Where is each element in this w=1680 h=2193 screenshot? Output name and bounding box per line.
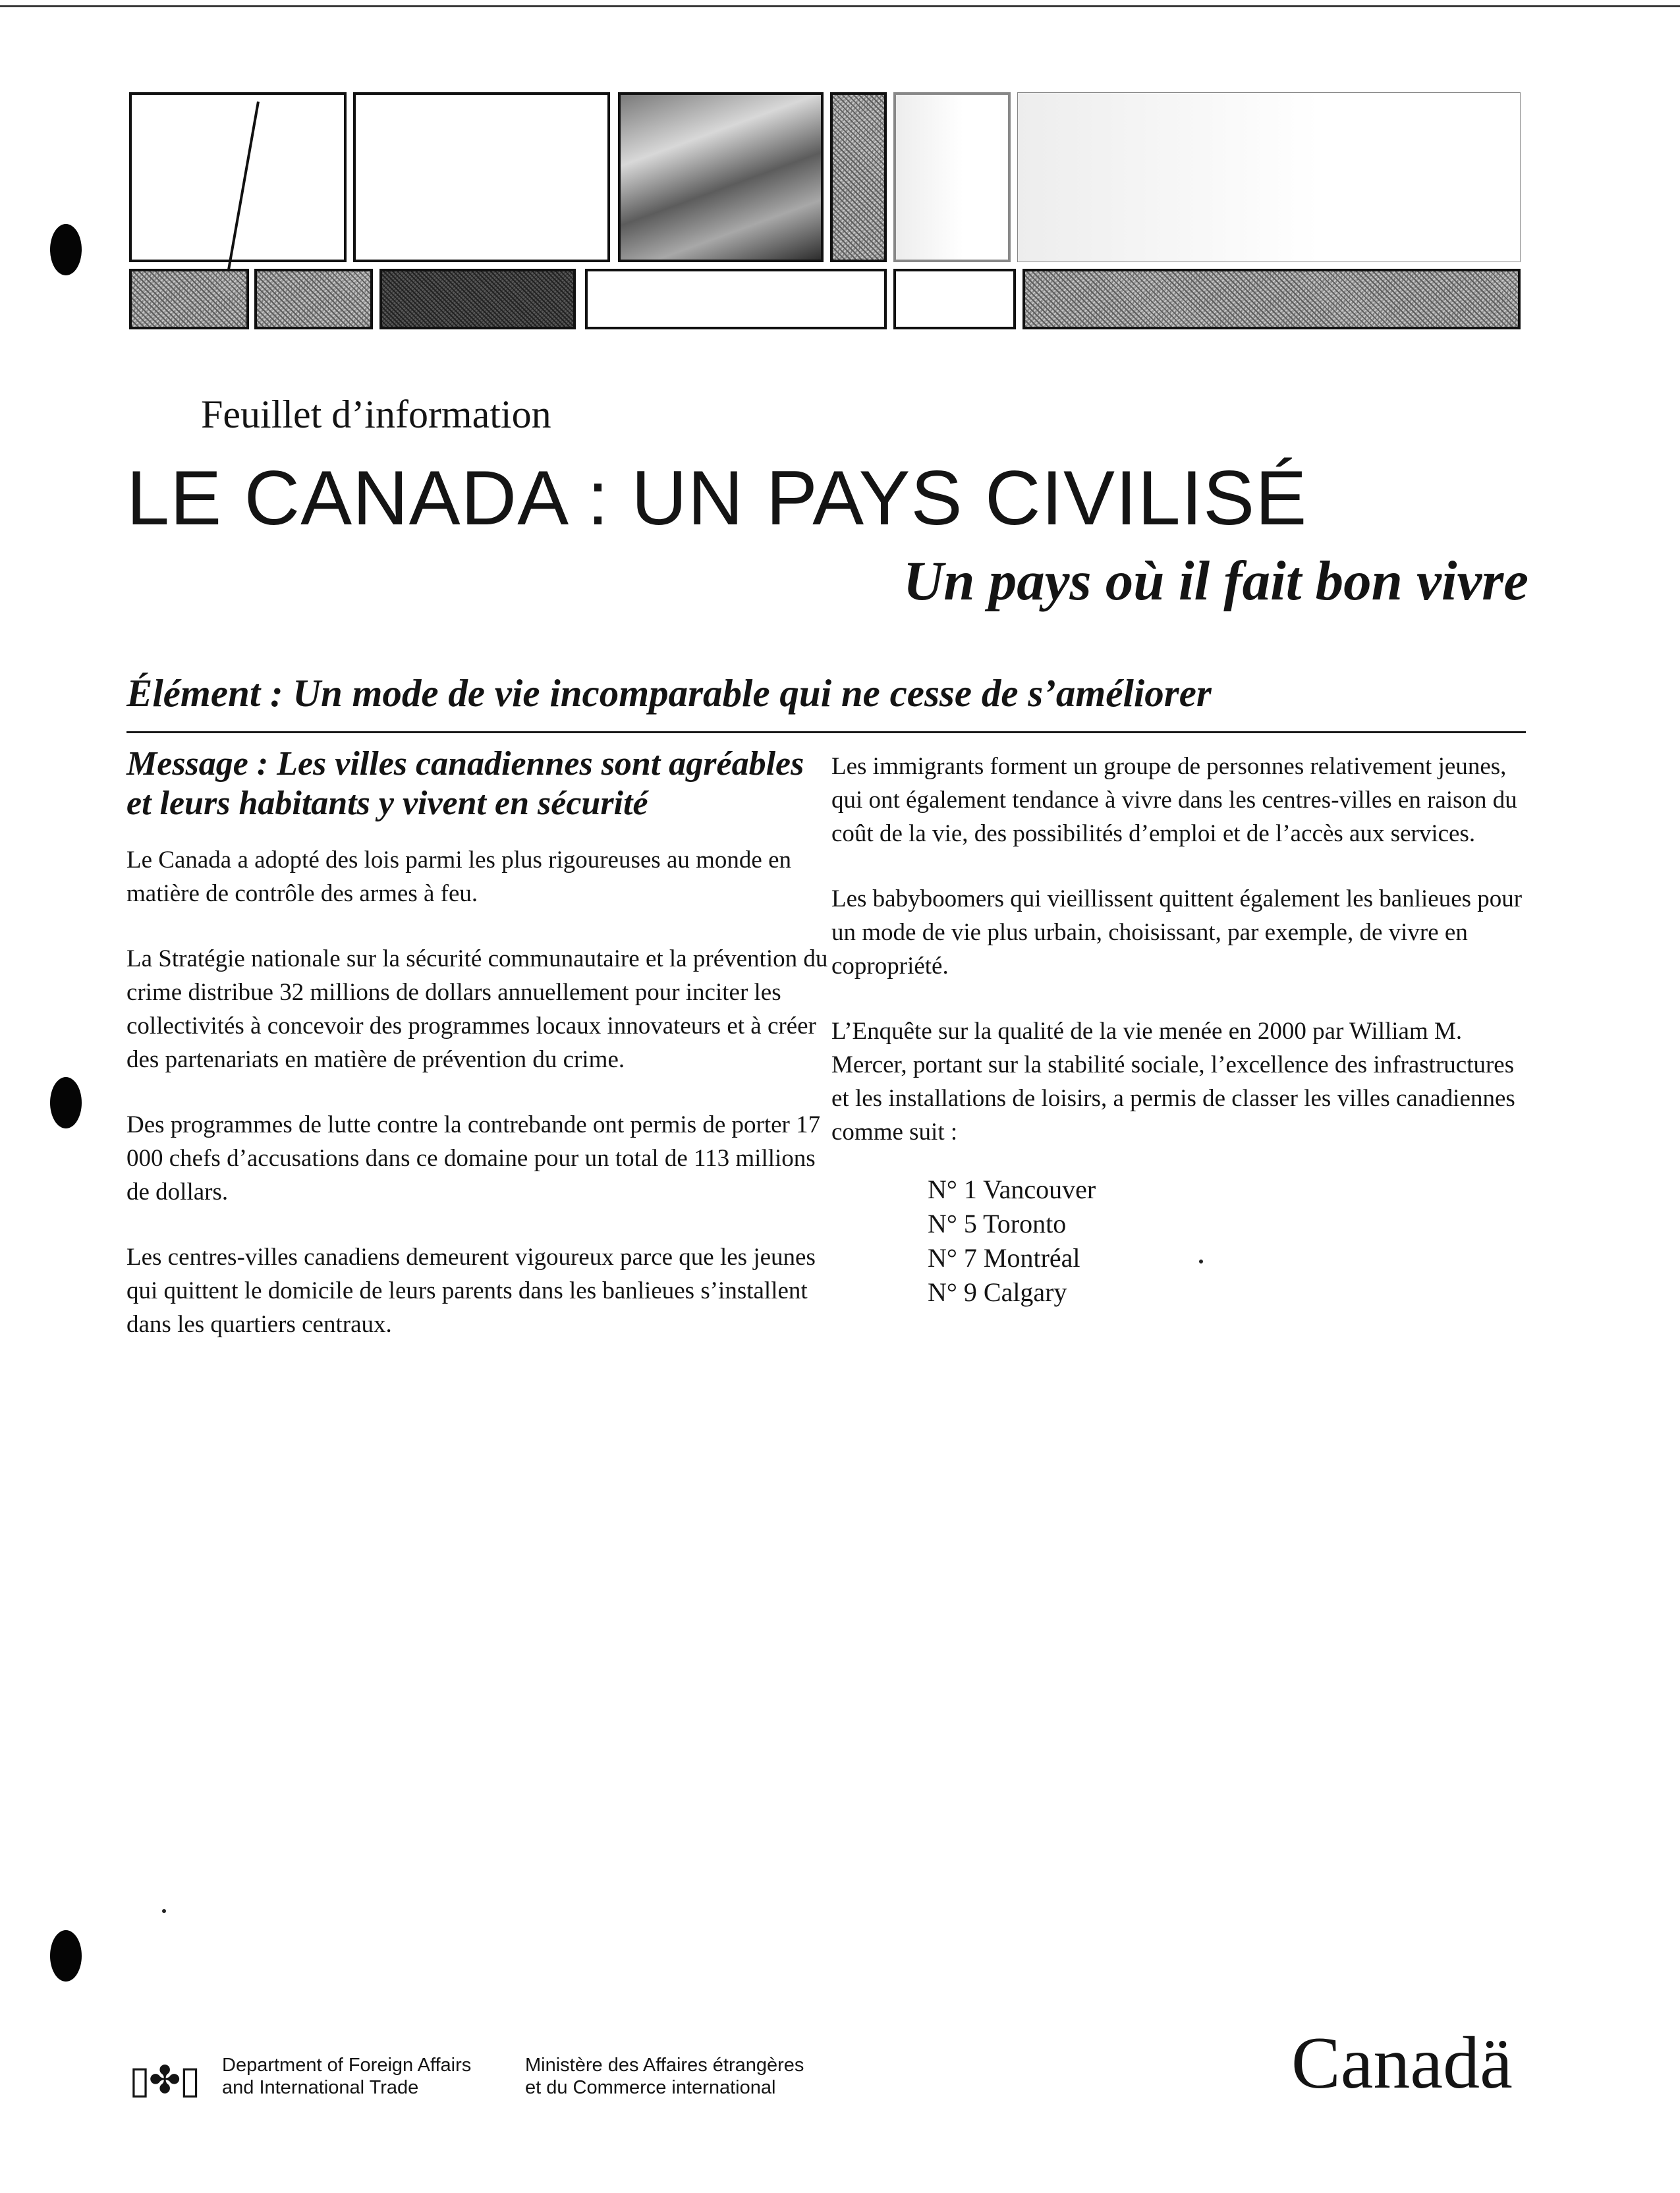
paragraph: La Stratégie nationale sur la sécurité communautaire et la prévention du crime distribue 32 millions de dollars annuellement pour inciter les collectivités à concevoir des programmes locaux innovateurs et à créer des partenariats en matière de prévention du crime. bbox=[126, 945, 828, 1073]
paragraph: Le Canada a adopté des lois parmi les plus rigoureuses au monde en matière de contrôle des armes à feu. bbox=[126, 847, 791, 907]
paragraph: Les immigrants forment un groupe de personnes relativement jeunes, qui ont également tendance à vivre dans les centres-villes en raison du coût de la vie, des possibilités d’emploi et de l’accès aux services. bbox=[831, 753, 1517, 847]
page-title: LE CANADA : UN PAYS CIVILISÉ bbox=[126, 455, 1308, 541]
banner-cell bbox=[353, 92, 610, 262]
list-item: N° 9 Calgary bbox=[928, 1277, 1067, 1307]
paragraph: Les babyboomers qui vieillissent quittent également les banlieues pour un mode de vie plus urbain, choisissant, par exemple, de vivre en copropriété. bbox=[831, 885, 1523, 980]
banner-cell bbox=[893, 92, 1011, 262]
banner-cell bbox=[1017, 92, 1521, 262]
flag-symbol-icon: ▯✤▯ bbox=[129, 2059, 200, 2101]
document-kicker: Feuillet d’information bbox=[201, 393, 551, 436]
binder-hole bbox=[50, 1077, 82, 1128]
department-name-french: Ministère des Affaires étrangères et du Commerce international bbox=[525, 2055, 804, 2098]
message-heading: Message : Les villes canadiennes sont agréables et leurs habitants y vivent en sécurité bbox=[126, 745, 804, 822]
list-item: N° 5 Toronto bbox=[928, 1209, 1067, 1238]
paragraph: Des programmes de lutte contre la contrebande ont permis de porter 17 000 chefs d’accusations dans ce domaine pour un total de 113 millions de dollars. bbox=[126, 1111, 821, 1206]
scan-speck bbox=[162, 1909, 166, 1913]
page-subtitle: Un pays où il fait bon vivre bbox=[903, 550, 1528, 612]
list-item: N° 7 Montréal bbox=[928, 1243, 1080, 1273]
heading-rule bbox=[126, 731, 1526, 733]
scan-speck bbox=[1199, 1260, 1203, 1263]
banner-cell bbox=[129, 92, 347, 262]
binder-hole bbox=[50, 224, 82, 275]
paragraph: Les centres-villes canadiens demeurent vigoureux parce que les jeunes qui quittent le domicile de leurs parents dans les banlieues s’installent dans les quartiers centraux. bbox=[126, 1244, 816, 1338]
banner-cell bbox=[129, 269, 249, 329]
binder-hole bbox=[50, 1930, 82, 1982]
banner-cell bbox=[893, 269, 1016, 329]
city-ranking-list bbox=[928, 1173, 1530, 1310]
banner-cell bbox=[830, 92, 887, 262]
scan-edge-line bbox=[0, 5, 1680, 7]
banner-cell bbox=[585, 269, 887, 329]
header-banner bbox=[129, 92, 1521, 333]
banner-cell bbox=[254, 269, 373, 329]
element-heading: Élément : Un mode de vie incomparable qui ne cesse de s’améliorer bbox=[126, 671, 1212, 715]
canada-wordmark: Canadä bbox=[1291, 2022, 1513, 2104]
paragraph: L’Enquête sur la qualité de la vie menée en 2000 par William M. Mercer, portant sur la stabilité sociale, l’excellence des infrastructures et les installations de loisirs, a permis de classer les villes canadiennes comme suit : bbox=[831, 1018, 1515, 1146]
banner-cell bbox=[1022, 269, 1521, 329]
department-name-english: Department of Foreign Affairs and International Trade bbox=[222, 2055, 472, 2098]
right-column bbox=[831, 750, 1530, 1310]
list-item: N° 1 Vancouver bbox=[928, 1175, 1096, 1204]
left-column bbox=[126, 744, 831, 1373]
banner-cell bbox=[379, 269, 576, 329]
banner-photo bbox=[618, 92, 824, 262]
